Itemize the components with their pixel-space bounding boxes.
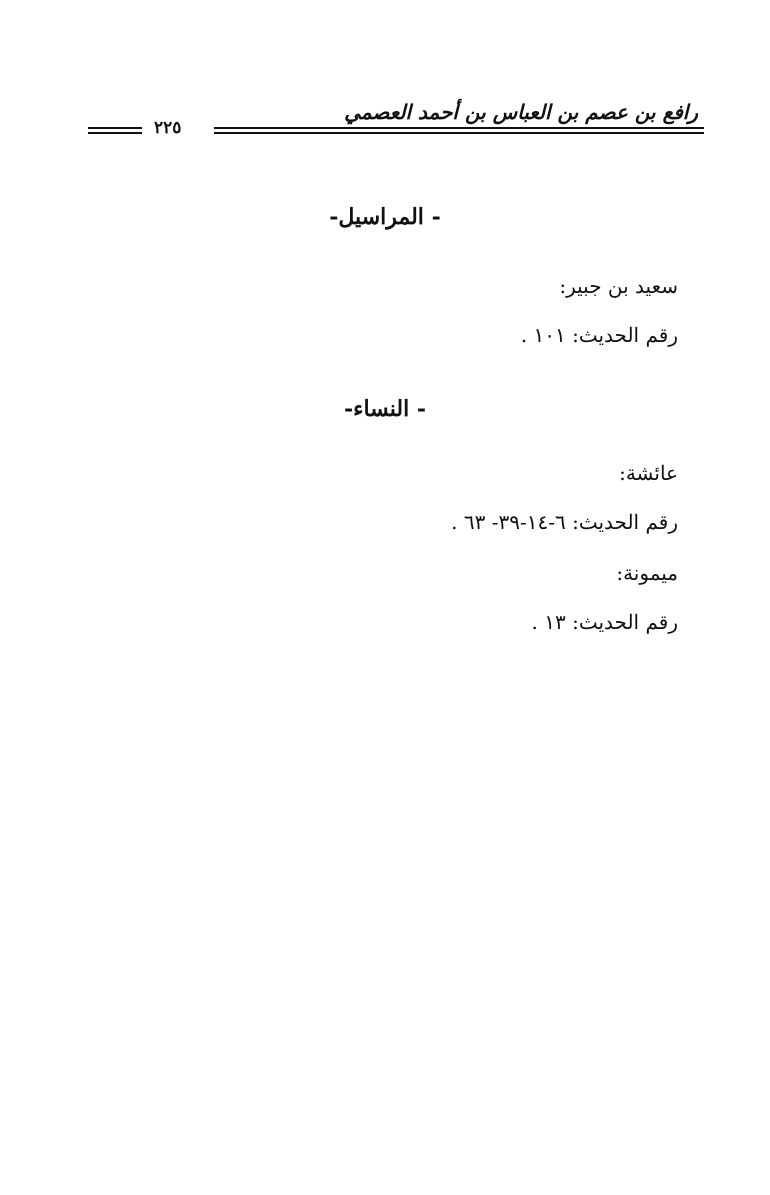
hadith-numbers: رقم الحديث: ٦-١٤-٣٩- ٦٣ .: [451, 510, 678, 534]
running-header: [88, 100, 704, 146]
section-heading-marasil: - المراسيل-: [329, 204, 441, 230]
page-number: ٢٢٥: [154, 118, 182, 138]
narrator-name: ميمونة:: [616, 561, 678, 585]
narrator-name: عائشة:: [619, 461, 678, 485]
section-heading-nisa: - النساء-: [343, 396, 427, 422]
narrator-name: سعيد بن جبير:: [559, 274, 678, 298]
header-rule-right: [214, 127, 704, 129]
running-header-title: رافع بن عصم بن العباس بن أحمد العصمي: [344, 100, 698, 124]
hadith-numbers: رقم الحديث: ١٣ .: [531, 610, 678, 634]
hadith-numbers: رقم الحديث: ١٠١ .: [520, 323, 678, 347]
header-rule-left: [88, 127, 142, 129]
